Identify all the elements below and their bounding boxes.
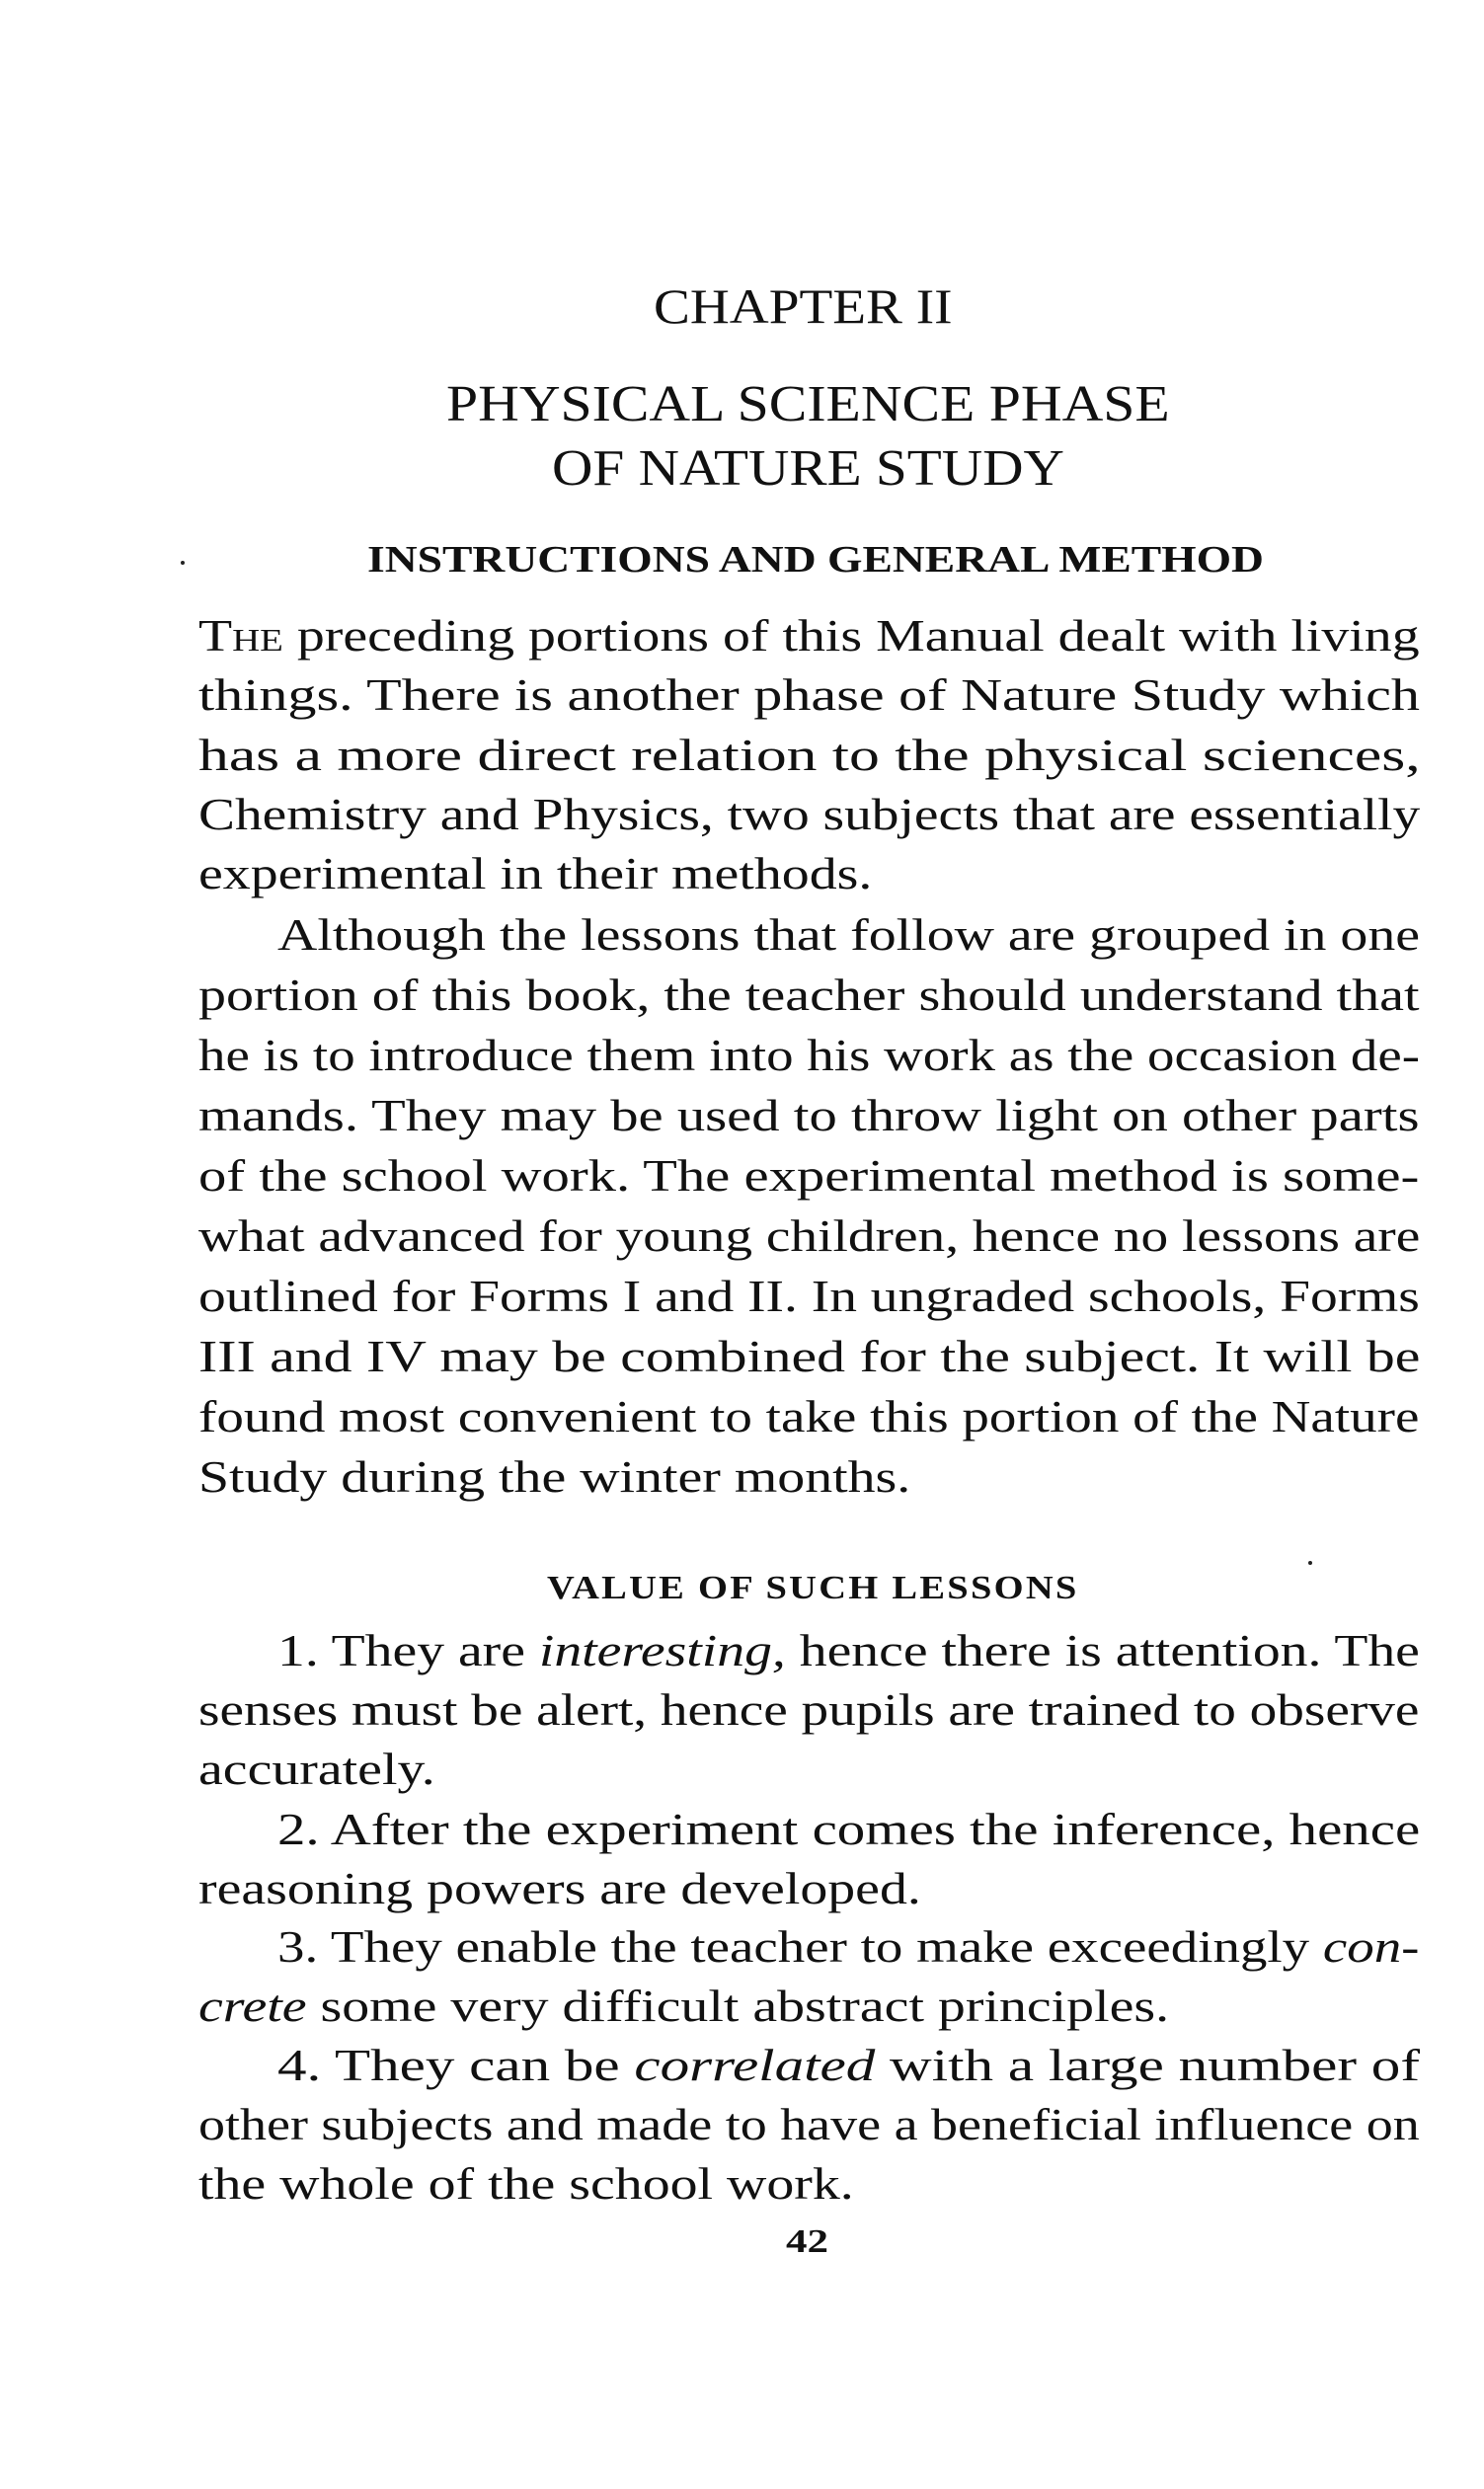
emphasis-text: interesting, (538, 1625, 786, 1675)
emphasis-text: con- (1322, 1921, 1420, 1972)
list-item-number: 3. (277, 1921, 319, 1972)
list-item-line (198, 1684, 1420, 1735)
list-item-line (277, 1921, 1420, 1972)
line-text: accurately. (198, 1744, 435, 1794)
chapter-label: CHAPTER II (654, 278, 953, 335)
scan-speck (181, 561, 185, 565)
list-item-number: 1. (277, 1625, 319, 1675)
paragraph-line: he is to introduce them into his work as the occasion de- (198, 1030, 1421, 1080)
paragraph-line: experimental in their methods. (198, 848, 873, 898)
list-item-line (198, 2099, 1420, 2149)
paragraph-line: what advanced for young children, hence no lessons are (198, 1210, 1421, 1261)
chapter-title-line: OF NATURE STUDY (552, 439, 1064, 497)
emphasis-text: correlated (634, 2040, 876, 2090)
paragraph-line: portion of this book, the teacher should understand that (198, 970, 1420, 1020)
paragraph-line: mands. They may be used to throw light on other parts (198, 1090, 1420, 1140)
line-text: They enable the teacher to make exceedingly (318, 1921, 1323, 1972)
paragraph-line: found most convenient to take this portion of the Nature (198, 1391, 1420, 1441)
line-text: some very difficult abstract principles. (306, 1981, 1170, 2031)
scan-speck (1308, 1561, 1312, 1565)
line-text: They are (318, 1625, 539, 1675)
list-item-line (198, 2158, 854, 2209)
paragraph-line: things. There is another phase of Nature Study which (198, 669, 1420, 720)
paragraph-line: III and IV may be combined for the subject. It will be (198, 1331, 1421, 1381)
paragraph-line (198, 610, 1420, 661)
list-item-line (277, 2040, 1420, 2090)
list-item-line (198, 1744, 435, 1794)
line-text: preceding portions of this Manual dealt with living (282, 610, 1420, 661)
paragraph-line: Chemistry and Physics, two subjects that are essentially (198, 789, 1421, 839)
list-item-line (277, 1804, 1421, 1854)
emphasis-text: crete (198, 1981, 307, 2031)
paragraph-line: of the school work. The experimental method is some- (198, 1150, 1420, 1201)
section-heading: INSTRUCTIONS AND GENERAL METHOD (367, 539, 1264, 582)
subheading: VALUE OF SUCH LESSONS (547, 1569, 1079, 1606)
paragraph-line: has a more direct relation to the physical sciences, (198, 730, 1421, 780)
list-item-number: 4. (277, 2040, 322, 2090)
line-text: reasoning powers are developed. (198, 1863, 921, 1913)
paragraph-line: outlined for Forms I and II. In ungraded schools, Forms (198, 1271, 1420, 1321)
line-text: the whole of the school work. (198, 2158, 854, 2209)
page-number: 42 (786, 2222, 828, 2260)
list-item-line (198, 1983, 1169, 2029)
lead-word: The (198, 610, 283, 661)
line-text: other subjects and made to have a beneficial influence on (198, 2099, 1420, 2149)
list-item-line (277, 1625, 1420, 1675)
line-text: senses must be alert, hence pupils are trained to observe (198, 1684, 1420, 1735)
line-text: After the experiment comes the inference, hence (319, 1804, 1421, 1854)
list-item-number: 2. (277, 1804, 320, 1854)
line-text: hence there is attention. The (785, 1625, 1420, 1675)
list-item-line (198, 1863, 921, 1913)
paragraph-line: Although the lessons that follow are grouped in one (277, 909, 1421, 960)
line-text: They can be (321, 2040, 635, 2090)
paragraph-line: Study during the winter months. (198, 1451, 911, 1502)
line-text: with a large number of (875, 2040, 1420, 2090)
chapter-title-line: PHYSICAL SCIENCE PHASE (446, 375, 1170, 432)
